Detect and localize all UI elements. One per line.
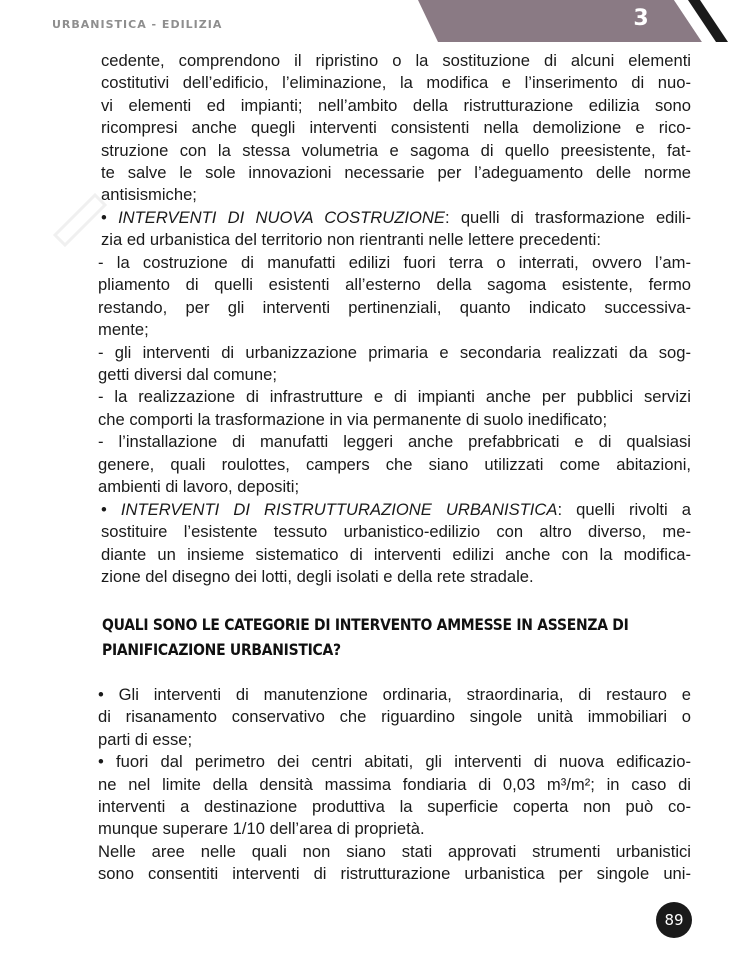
text-line: • fuori dal perimetro dei centri abitati, gli interventi di nuova edificazio- — [98, 752, 691, 772]
text-line: - la realizzazione di infrastrutture e di impianti anche per pubblici servizi — [98, 387, 691, 407]
text-line: - l’installazione di manufatti leggeri anche prefabbricati e di qualsiasi — [98, 432, 691, 452]
text-line: ambienti di lavoro, depositi; — [98, 477, 300, 497]
text-line: diante un insieme sistematico di interventi edilizi anche con la modifica- — [101, 544, 691, 564]
text-line: zia ed urbanistica del territorio non rientranti nelle lettere precedenti: — [101, 230, 601, 250]
text-line: ricompresi anche quegli interventi consistenti nella demolizione e rico- — [101, 118, 691, 138]
bullet-nuova-costruzione — [101, 207, 691, 252]
heading-line: PIANIFICAZIONE URBANISTICA? — [102, 640, 341, 659]
text-line: vi elementi ed impianti; nell’ambito della ristrutturazione edilizia sono — [101, 95, 691, 115]
text-line: Nelle aree nelle quali non siano stati approvati strumenti urbanistici — [98, 841, 691, 861]
term-definition: : quelli di trasformazione edili- — [444, 208, 691, 227]
text-line: sostituire l’esistente tessuto urbanistico-edilizio con altro diverso, me- — [101, 522, 691, 542]
paragraph-ristrutturazione-edilizia — [101, 50, 691, 207]
text-line: di risanamento conservativo che riguardino singole unità immobiliari o — [98, 707, 691, 727]
text-line: interventi a destinazione produttiva la superficie coperta non può co- — [98, 797, 691, 817]
running-header: URBANISTICA - EDILIZIA — [52, 18, 223, 31]
text-line: mente; — [98, 320, 149, 340]
section-heading — [102, 612, 692, 662]
text-line: - gli interventi di urbanizzazione primaria e secondaria realizzati da sog- — [98, 342, 691, 362]
text-line: antisismiche; — [101, 185, 197, 205]
text-line: pliamento di quelli esistenti all’esterno della sagoma esistente, fermo — [98, 275, 691, 295]
heading-line: QUALI SONO LE CATEGORIE DI INTERVENTO AMMESSE IN ASSENZA DI — [102, 615, 629, 634]
bullet-ristrutturazione-urbanistica — [101, 499, 691, 589]
text-line: cedente, comprendono il ripristino o la sostituzione di alcuni elementi — [101, 51, 691, 70]
term-ristrutturazione-urbanistica: INTERVENTI DI RISTRUTTURAZIONE URBANISTICA — [120, 500, 558, 519]
text-line: getti diversi dal comune; — [98, 365, 277, 385]
text-line: - la costruzione di manufatti edilizi fuori terra o interrati, ovvero l’am- — [98, 253, 691, 272]
term-nuova-costruzione: INTERVENTI DI NUOVA COSTRUZIONE — [118, 208, 445, 227]
page-number-badge: 89 — [656, 902, 692, 938]
chapter-number: 3 — [633, 6, 649, 31]
text-line: genere, quali roulottes, campers che siano utilizzati come abitazioni, — [98, 454, 691, 474]
text-line: zione del disegno dei lotti, degli isolati e della rete stradale. — [101, 567, 534, 587]
text-line: che comporti la trasformazione in via permanente di suolo inedificato; — [98, 409, 608, 429]
text-line: struzione con la stessa volumetria e sagoma di quello preesistente, fat- — [101, 140, 691, 160]
term-definition: : quelli rivolti a — [557, 500, 691, 519]
text-line: sono consentiti interventi di ristrutturazione urbanistica per singole uni- — [98, 864, 691, 884]
text-line: restando, per gli interventi pertinenziali, quanto indicato successiva- — [98, 297, 691, 317]
chapter-tab — [418, 0, 744, 42]
text-line: ne nel limite della densità massima fondiaria di 0,03 m³/m²; in caso di — [98, 774, 691, 794]
text-line: parti di esse; — [98, 729, 193, 749]
text-line: costitutivi dell’edificio, l’eliminazione, la modifica e l’inserimento di nuo- — [101, 73, 691, 93]
list-nuova-costruzione — [98, 252, 691, 498]
text-line: • Gli interventi di manutenzione ordinaria, straordinaria, di restauro e — [98, 685, 691, 704]
bullet-symbol: • — [101, 500, 121, 519]
paragraph-assenza-pianificazione — [98, 684, 691, 886]
text-line: munque superare 1/10 dell’area di proprietà. — [98, 819, 425, 839]
bullet-symbol: • — [101, 208, 119, 227]
text-line: te salve le sole innovazioni necessarie per l’adeguamento delle norme — [101, 163, 691, 183]
